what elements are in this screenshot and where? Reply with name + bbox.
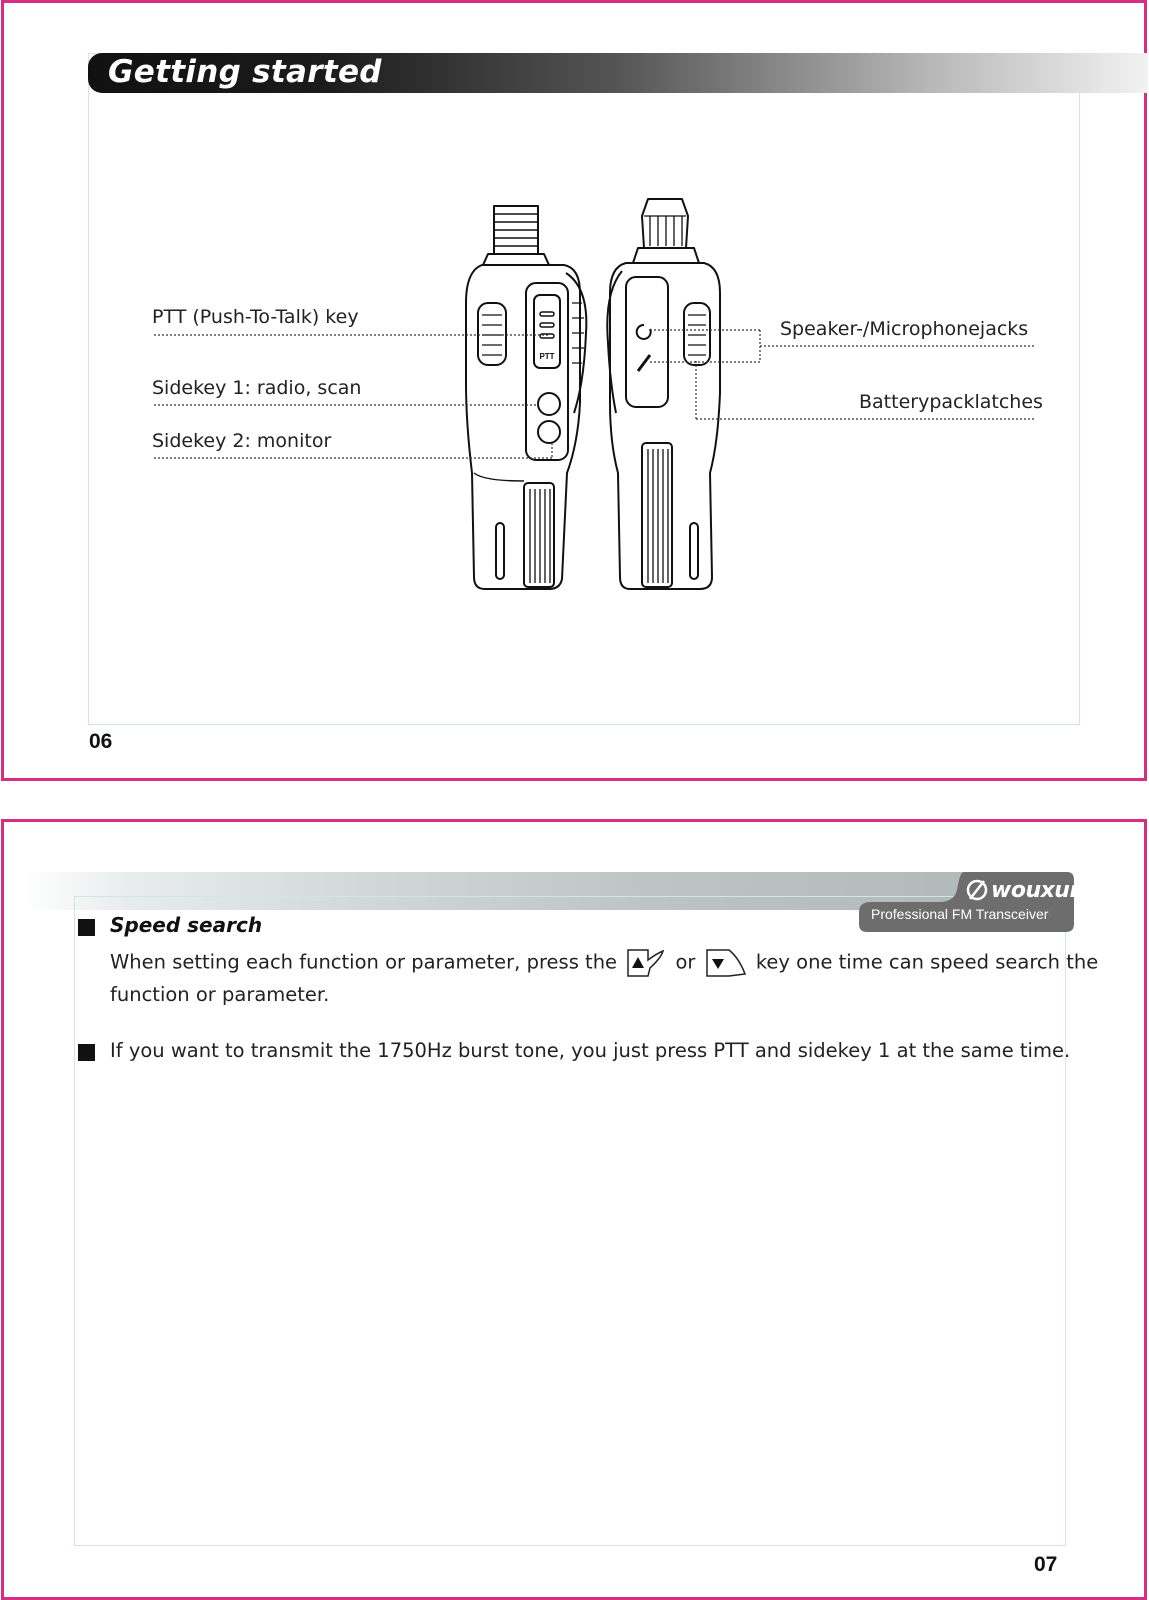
- speed-search-heading: Speed search: [110, 913, 263, 937]
- burst-tone-text: If you want to transmit the 1750Hz burst tone, you just press PTT and sidekey 1 at the same time.: [110, 1039, 1071, 1062]
- radio-rear-view: [607, 199, 720, 589]
- section-title: Getting started: [108, 54, 382, 90]
- brand-tab: [859, 872, 1085, 932]
- sidekey1-callout: Sidekey 1: radio, scan: [152, 377, 362, 399]
- up-arrow-key-icon: [626, 948, 666, 978]
- page-number: 07: [1034, 1553, 1058, 1576]
- ptt-key-label: PTT: [539, 352, 555, 361]
- manual-page-06: [1, 0, 1147, 781]
- manual-page-07: [1, 819, 1147, 1600]
- down-arrow-key-icon: [705, 948, 747, 978]
- bullet-square-icon: [78, 1044, 95, 1061]
- battery-latches-callout: Batterypacklatches: [859, 391, 1043, 413]
- brand-logo: wouxun: [991, 878, 1085, 903]
- ptt-key-callout: PTT (Push-To-Talk) key: [152, 306, 359, 328]
- page-number: 06: [89, 730, 113, 753]
- speed-search-text-part1: When setting each function or parameter, press the: [110, 950, 618, 974]
- brand-tagline: Professional FM Transceiver: [871, 906, 1049, 922]
- speed-search-text-part2: key one time can speed search the: [755, 950, 1099, 974]
- speed-search-text-line2: function or parameter.: [110, 983, 330, 1006]
- bullet-square-icon: [78, 919, 95, 936]
- speed-search-text-line1: [110, 948, 1098, 978]
- sidekey2-callout: Sidekey 2: monitor: [152, 430, 332, 452]
- radio-side-view: [466, 206, 586, 589]
- speaker-mic-jacks-callout: Speaker-/Microphonejacks: [780, 318, 1029, 340]
- speed-search-text-or: or: [675, 950, 696, 974]
